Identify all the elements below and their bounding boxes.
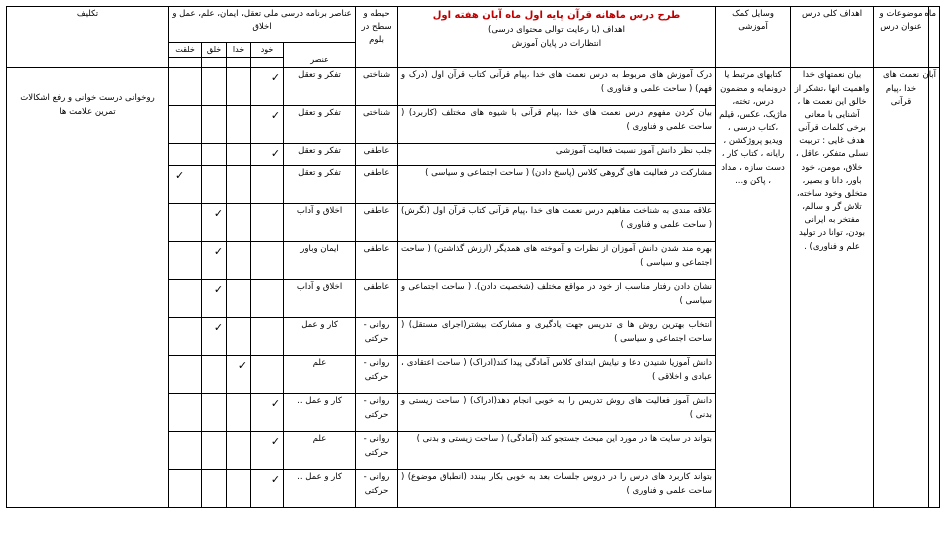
khoda-check-cell bbox=[227, 242, 251, 280]
element-cell: کار و عمل bbox=[284, 318, 356, 356]
lesson-plan-table bbox=[6, 6, 940, 508]
goal-text: بیان کردن مفهوم درس نعمت های خدا ،پیام قرآنی با شیوه های مختلف (کاربرد) ( ساحت علمی و فناوری ) bbox=[398, 106, 716, 144]
khoda-check-cell bbox=[227, 318, 251, 356]
element-subheader: عنصر bbox=[284, 43, 356, 68]
khod-check-cell bbox=[251, 318, 284, 356]
khelqat-check-cell bbox=[169, 356, 202, 394]
check-mark-icon: ✓ bbox=[270, 435, 281, 449]
check-mark-icon: ✓ bbox=[213, 283, 224, 297]
goal-text: دانش آموزیا شنیدن دعا و نیایش ابتدای کلاس آمادگی پیدا کند(ادراک) ( ساحت اعتقادی ، عبادی و اخلاقی ) bbox=[398, 356, 716, 394]
domain-cell: روانی - حرکتی bbox=[356, 356, 398, 394]
general-goals-header: اهداف کلی درس bbox=[791, 7, 874, 68]
element-cell: علم bbox=[284, 356, 356, 394]
goal-text: بهره مند شدن دانش آموزان از نظرات و آموخته های همدیگر (ارزش گذاشتن) ( ساحت اجتماعی و سیاسی ) bbox=[398, 242, 716, 280]
khoda-check-cell bbox=[227, 106, 251, 144]
khod-check-cell bbox=[251, 204, 284, 242]
element-cell: کار و عمل .. bbox=[284, 470, 356, 508]
khalq-check-cell bbox=[202, 280, 227, 318]
khod-check-cell bbox=[251, 166, 284, 204]
khoda-check-cell bbox=[227, 204, 251, 242]
khalq-check-cell bbox=[202, 394, 227, 432]
khelqat-check-cell bbox=[169, 242, 202, 280]
check-mark-icon: ✓ bbox=[237, 359, 248, 373]
topics-header: موضوعات و عنوان درس bbox=[874, 7, 929, 68]
element-cell: تفکر و تعقل bbox=[284, 106, 356, 144]
domain-cell: شناختی bbox=[356, 68, 398, 106]
khod-check-cell bbox=[251, 280, 284, 318]
element-cell: تفکر و تعقل bbox=[284, 144, 356, 166]
element-cell: تفکر و تعقل bbox=[284, 68, 356, 106]
plan-subtitle-goals: اهداف (با رعایت توالی محتوای درسی) bbox=[488, 25, 626, 35]
aids-header: وسایل کمک آموزشی bbox=[716, 7, 791, 68]
element-cell: ایمان وباور bbox=[284, 242, 356, 280]
element-cell: اخلاق و آداب bbox=[284, 280, 356, 318]
khalq-check-cell bbox=[202, 144, 227, 166]
khoda-check-cell bbox=[227, 166, 251, 204]
goal-text: جلب نظر دانش آموز نسبت فعالیت آموزشی bbox=[398, 144, 716, 166]
topic-cell: نعمت های خدا ،پیام قرآنی bbox=[874, 68, 929, 508]
check-mark-icon: ✓ bbox=[270, 109, 281, 123]
khalq-check-cell bbox=[202, 68, 227, 106]
check-mark-icon: ✓ bbox=[213, 321, 224, 335]
elements-header: عناصر برنامه درسی ملی تعقل، ایمان، علم، عمل و اخلاق bbox=[169, 7, 356, 43]
goal-text: مشارکت در فعالیت های گروهی کلاس (پاسخ دادن) ( ساحت اجتماعی و سیاسی ) bbox=[398, 166, 716, 204]
check-mark-icon: ✓ bbox=[213, 245, 224, 259]
goal-text: علاقه مندی به شناخت مفاهیم درس نعمت های خدا ،پیام قرآنی کتاب قرآن اول (نگرش) ( ساحت علمی و فناوری ) bbox=[398, 204, 716, 242]
khoda-check-cell bbox=[227, 470, 251, 508]
goal-text: دانش آموز فعالیت های روش تدریس را به خوبی انجام دهد(ادراک) ( ساحت زیستی و بدنی ) bbox=[398, 394, 716, 432]
khoda-check-cell bbox=[227, 68, 251, 106]
khelqat-check-cell bbox=[169, 470, 202, 508]
khelqat-check-cell bbox=[169, 144, 202, 166]
check-mark-icon: ✓ bbox=[270, 473, 281, 487]
domain-cell: عاطفی bbox=[356, 242, 398, 280]
khalq-header: خلق bbox=[202, 43, 227, 58]
goal-text: درک آموزش های مربوط به درس نعمت های خدا ،پیام قرآنی کتاب قرآن اول (درک و فهم) ( ساحت علمی و فناوری ) bbox=[398, 68, 716, 106]
khalq-check-cell bbox=[202, 204, 227, 242]
assignment-cell: روخوانی درست خوانی و رفع اشکالات تمرین علامت ها bbox=[7, 68, 169, 508]
domain-cell: روانی - حرکتی bbox=[356, 470, 398, 508]
domain-cell: عاطفی bbox=[356, 144, 398, 166]
khelqat-check-cell bbox=[169, 280, 202, 318]
plan-title-cell bbox=[398, 7, 716, 68]
goal-text: نشان دادن رفتار مناسب از خود در مواقع مختلف (شخصیت دادن). ( ساحت اجتماعی و سیاسی ) bbox=[398, 280, 716, 318]
khalq-check-cell bbox=[202, 242, 227, 280]
khalq-check-cell bbox=[202, 470, 227, 508]
khelqat-check-cell bbox=[169, 204, 202, 242]
khod-check-cell bbox=[251, 432, 284, 470]
goal-text: بتواند کاربرد های درس را در دروس جلسات بعد به خوبی بکار ببندد (انطباق موضوع) ( ساحت علمی و فناوری ) bbox=[398, 470, 716, 508]
check-mark-icon: ✓ bbox=[270, 397, 281, 411]
header-row bbox=[7, 7, 940, 43]
khod-check-cell bbox=[251, 394, 284, 432]
domain-cell: شناختی bbox=[356, 106, 398, 144]
lesson-plan-page bbox=[6, 6, 939, 508]
domain-cell: روانی - حرکتی bbox=[356, 432, 398, 470]
khod-check-cell bbox=[251, 106, 284, 144]
khalq-check-cell bbox=[202, 432, 227, 470]
check-mark-icon: ✓ bbox=[270, 147, 281, 161]
goal-row bbox=[7, 68, 940, 106]
khod-header: خود bbox=[251, 43, 284, 58]
goal-text: بتواند در سایت ها در مورد این مبحث جستجو کند (آمادگی) ( ساحت زیستی و بدنی ) bbox=[398, 432, 716, 470]
khalq-check-cell bbox=[202, 356, 227, 394]
khod-check-cell bbox=[251, 356, 284, 394]
element-cell: تفکر و تعقل bbox=[284, 166, 356, 204]
khelqat-check-cell bbox=[169, 394, 202, 432]
khod-check-cell bbox=[251, 242, 284, 280]
domain-cell: عاطفی bbox=[356, 280, 398, 318]
khod-check-cell bbox=[251, 470, 284, 508]
khalq-check-cell bbox=[202, 318, 227, 356]
general-goals-cell: بیان نعمتهای خدا واهمیت انها ،تشکر از خالق این نعمت ها ، آشنایی با معانی برخی کلمات قرآنی هدف غایی : تربیت نسلی متفکر، عاقل ، خلاق، مومن، خود باور، دانا و بصیر، متخلق وخود ساخته، تلاش گر و سالم، مفتخر به ایرانی بودن، توانا در تولید علم و فناوری) . bbox=[791, 68, 874, 508]
khoda-check-cell bbox=[227, 432, 251, 470]
khoda-check-cell bbox=[227, 144, 251, 166]
check-mark-icon: ✓ bbox=[213, 207, 224, 221]
khelqat-check-cell bbox=[169, 68, 202, 106]
khalq-check-cell bbox=[202, 106, 227, 144]
goal-text: انتخاب بهترین روش ها ی تدریس جهت یادگیری و مشارکت بیشتر(اجرای مستقل) ( ساحت اجتماعی و سیاسی ) bbox=[398, 318, 716, 356]
check-mark-icon: ✓ bbox=[270, 71, 281, 85]
khoda-check-cell bbox=[227, 394, 251, 432]
plan-subtitle-expectations: انتظارات در پایان آموزش bbox=[511, 38, 602, 49]
khelqat-check-cell bbox=[169, 166, 202, 204]
khod-check-cell bbox=[251, 68, 284, 106]
domain-header: حیطه و سطح در بلوم bbox=[356, 7, 398, 68]
khoda-check-cell bbox=[227, 356, 251, 394]
month-header: ماه bbox=[929, 7, 940, 68]
khoda-check-cell bbox=[227, 280, 251, 318]
domain-cell: عاطفی bbox=[356, 204, 398, 242]
khelqat-check-cell bbox=[169, 318, 202, 356]
plan-title: طرح درس ماهانه قرآن پایه اول ماه آبان هفته اول bbox=[432, 10, 681, 21]
khod-check-cell bbox=[251, 144, 284, 166]
element-cell: اخلاق و آداب bbox=[284, 204, 356, 242]
element-cell: کار و عمل .. bbox=[284, 394, 356, 432]
domain-cell: روانی - حرکتی bbox=[356, 318, 398, 356]
month-cell: آبان bbox=[929, 68, 940, 508]
khoda-header: خدا bbox=[227, 43, 251, 58]
khelqat-header: خلقت bbox=[169, 43, 202, 58]
domain-cell: روانی - حرکتی bbox=[356, 394, 398, 432]
domain-cell: عاطفی bbox=[356, 166, 398, 204]
khalq-check-cell bbox=[202, 166, 227, 204]
check-mark-icon: ✓ bbox=[175, 169, 185, 183]
khelqat-check-cell bbox=[169, 106, 202, 144]
element-cell: علم bbox=[284, 432, 356, 470]
assignment-header: تکلیف bbox=[7, 7, 169, 68]
aids-cell: کتابهای مرتبط یا درونمایه و مضمون درس، تخته، ماژیک، عکس، قیلم ،کتاب درسی ، ویدیو پروژکشن ، رایانه ، کتاب کار ، دست سازه ، مداد ، پاکن و... bbox=[716, 68, 791, 508]
khelqat-check-cell bbox=[169, 432, 202, 470]
